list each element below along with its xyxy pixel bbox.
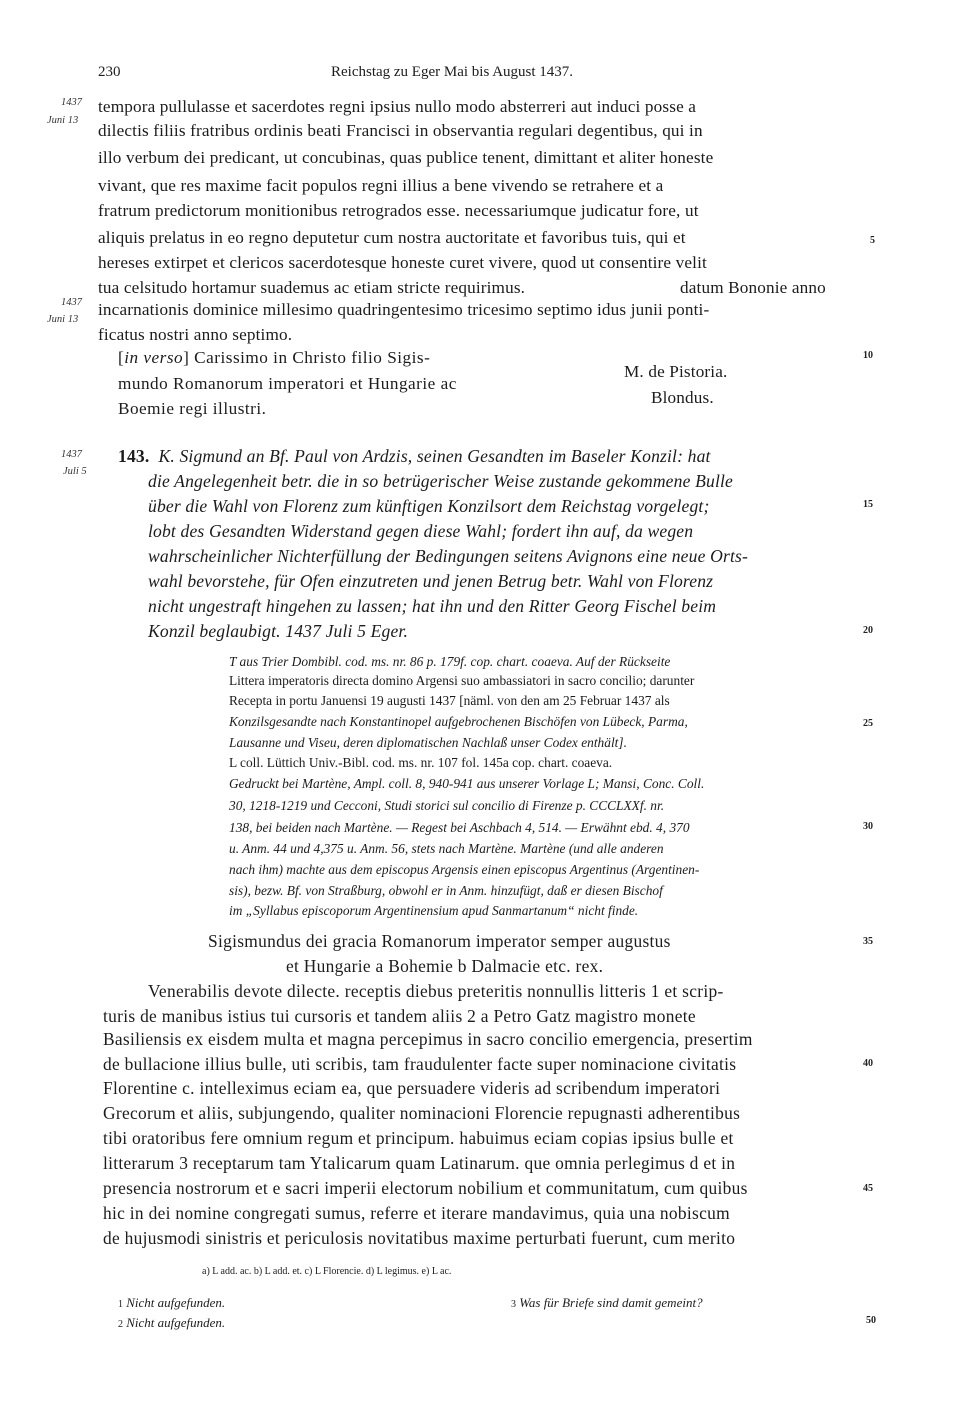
verso-label: in verso xyxy=(124,348,184,367)
page-number: 230 xyxy=(98,64,121,80)
margin-date-year: 1437 xyxy=(61,97,82,108)
signature: Blondus. xyxy=(651,388,714,407)
signature: M. de Pistoria. xyxy=(624,362,728,381)
line-number: 30 xyxy=(863,821,873,832)
source-line: T aus Trier Dombibl. cod. ms. nr. 86 p. 179f. cop. chart. coaeva. Auf der Rückseite xyxy=(229,654,671,669)
letter-line: ficatus nostri anno septimo. xyxy=(98,325,293,344)
footnote-3: 3 Was für Briefe sind damit gemeint? xyxy=(511,1295,703,1310)
doc-summary-line: die Angelegenheit betr. die in so betrügerischer Weise zustande gekommene Bulle xyxy=(148,471,733,491)
letter-line: vivant, que res maxime facit populos regni illius a bene vivendo se retrahere et a xyxy=(98,176,664,195)
text-line: Venerabilis devote dilecte. receptis diebus preteritis nonnullis litteris 1 et scrip- xyxy=(148,981,724,1001)
letter-line: aliquis prelatus in eo regno deputetur cum nostra auctoritate et favoribus tuis, qui et xyxy=(98,228,686,247)
doc-summary-line: 143. K. Sigmund an Bf. Paul von Ardzis, seinen Gesandten im Baseler Konzil: hat xyxy=(118,446,711,466)
doc-summary-line: wahl bevorstehe, für Ofen einzutreten und jenen Betrug betr. Wahl von Florenz xyxy=(148,571,714,591)
source-line: Littera imperatoris directa domino Argensi suo ambassiatori in sacro concilio; darunter xyxy=(229,673,695,688)
line-number: 40 xyxy=(863,1058,873,1069)
source-line: 30, 1218-1219 und Cecconi, Studi storici sul concilio di Firenze p. CCCLXXf. nr. xyxy=(229,798,665,813)
text-line: presencia nostrorum et e sacri imperii electorum nobilium et communitatum, cum quibus xyxy=(103,1178,748,1198)
footnote-1: 1 Nicht aufgefunden. xyxy=(118,1295,226,1310)
line-number: 5 xyxy=(870,235,875,246)
source-line: Gedruckt bei Martène, Ampl. coll. 8, 940-941 aus unserer Vorlage L; Mansi, Conc. Coll. xyxy=(229,776,705,791)
verso-line: Carissimo in Christo filio Sigis- xyxy=(194,348,431,367)
verso-line: mundo Romanorum imperatori et Hungarie ac xyxy=(118,374,457,393)
text-line: Grecorum et aliis, subjungendo, qualiter nominacioni Florencie repugnasti adherentibus xyxy=(103,1103,741,1123)
margin-date-day: Juni 13 xyxy=(47,314,79,325)
source-line: sis), bezw. Bf. von Straßburg, obwohl er in Anm. hinzufügt, daß er diesen Bischof xyxy=(229,883,663,898)
line-number: 45 xyxy=(863,1183,873,1194)
text-line: turis de manibus istius tui cursoris et tandem aliis 2 a Petro Gatz magistro monete xyxy=(103,1006,696,1026)
intitulatio-line: et Hungarie a Bohemie b Dalmacie etc. rex. xyxy=(286,956,604,976)
letter-line: tua celsitudo hortamur suademus ac etiam stricte requirimus. xyxy=(98,278,526,297)
source-line: Recepta in portu Januensi 19 augusti 1437 [näml. von den am 25 Februar 1437 als xyxy=(229,693,670,708)
margin-date-day: Juni 13 xyxy=(47,115,79,126)
doc-summary-line: nicht ungestraft hingehen zu lassen; hat ihn und den Ritter Georg Fischel beim xyxy=(148,596,717,616)
doc-summary-line: Konzil beglaubigt. 1437 Juli 5 Eger. xyxy=(148,621,409,641)
line-number: 15 xyxy=(863,499,873,510)
margin-date-year: 1437 xyxy=(61,297,82,308)
line-number: 35 xyxy=(863,936,873,947)
source-line: 138, bei beiden nach Martène. — Regest bei Aschbach 4, 514. — Erwähnt ebd. 4, 370 xyxy=(229,820,690,835)
letter-line: dilectis filiis fratribus ordinis beati Francisci in observantia regulari degentibus, qui in xyxy=(98,121,703,140)
letter-line: hereses extirpet et clericos sacerdotesque honeste curet vivere, quod ut consentire velit xyxy=(98,253,707,272)
text-line: de bullacione illius bulle, uti scribis, tam fraudulenter facte super nominacione civitatis xyxy=(103,1054,737,1074)
intitulatio-line: Sigismundus dei gracia Romanorum imperator semper augustus xyxy=(208,931,671,951)
running-title: Reichstag zu Eger Mai bis August 1437. xyxy=(331,64,574,80)
line-number: 20 xyxy=(863,625,873,636)
doc-number: 143. xyxy=(118,446,150,466)
source-line: u. Anm. 44 und 4,375 u. Anm. 56, stets nach Martène. Martène (und alle anderen xyxy=(229,841,664,856)
doc-summary-line: lobt des Gesandten Widerstand gegen diese Wahl; fordert ihn auf, da wegen xyxy=(148,521,694,541)
verso-address: [in verso] Carissimo in Christo filio Sigis- xyxy=(118,348,431,367)
source-line: nach ihm) machte aus dem episcopus Argensis einen episcopus Argentinus (Argentinen- xyxy=(229,862,700,877)
source-line: Konzilsgesandte nach Konstantinopel aufgebrochenen Bischöfen von Lübeck, Parma, xyxy=(229,714,688,729)
letter-line: tempora pullulasse et sacerdotes regni ipsius nullo modo absterreri aut induci posse a xyxy=(98,97,697,116)
text-line: de hujusmodi sinistris et periculosis novitatibus maxime perturbati fuerunt, cum merito xyxy=(103,1228,736,1248)
letter-line: fratrum predictorum monitionibus retrogrados esse. necessariumque judicatur fore, ut xyxy=(98,201,699,220)
line-number: 25 xyxy=(863,718,873,729)
text-line: Florentine c. intelleximus eciam ea, que persuadere videris ad scribendum imperatori xyxy=(103,1078,721,1098)
doc-summary-line: über die Wahl von Florenz zum künftigen Konzilsort dem Reichstag vorgelegt; xyxy=(148,496,710,516)
text-line: Basiliensis ex eisdem multa et magna percepimus in sacro concilio emergencia, presertim xyxy=(103,1029,753,1049)
text-line: tibi oratoribus fere omnium regum et principum. habuimus eciam copias ipsius bulle et xyxy=(103,1128,734,1148)
variant-apparatus: a) L add. ac. b) L add. et. c) L Florencie. d) L legimus. e) L ac. xyxy=(202,1266,452,1277)
letter-line: incarnationis dominice millesimo quadringentesimo tricesimo septimo idus junii ponti- xyxy=(98,300,710,319)
source-line: im „Syllabus episcoporum Argentinensium apud Sanmartanum“ nicht finde. xyxy=(229,903,639,918)
line-number: 50 xyxy=(866,1315,876,1326)
margin-date-year: 1437 xyxy=(61,449,82,460)
verso-line: Boemie regi illustri. xyxy=(118,399,267,418)
datum-line: datum Bononie anno xyxy=(680,278,826,297)
source-line: Lausanne und Viseu, deren diplomatischen Nachlaß unser Codex enthält]. xyxy=(229,735,627,750)
source-line: L coll. Lüttich Univ.-Bibl. cod. ms. nr. 107 fol. 145a cop. chart. coaeva. xyxy=(229,755,613,770)
text-line: litterarum 3 receptarum tam Ytalicarum quam Latinarum. que omnia perlegimus d et in xyxy=(103,1153,736,1173)
line-number: 10 xyxy=(863,350,873,361)
letter-line: illo verbum dei predicant, ut concubinas, quas publice tenent, dimittant et aliter honeste xyxy=(98,148,714,167)
doc-summary-line: wahrscheinlicher Nichterfüllung der Bedingungen seitens Avignons eine neue Orts- xyxy=(148,546,748,566)
footnote-2: 2 Nicht aufgefunden. xyxy=(118,1315,226,1330)
margin-date-day: Juli 5 xyxy=(63,466,87,477)
text-line: hic in dei nomine congregati sumus, referre et iterare mandavimus, quia una nobiscum xyxy=(103,1203,730,1223)
